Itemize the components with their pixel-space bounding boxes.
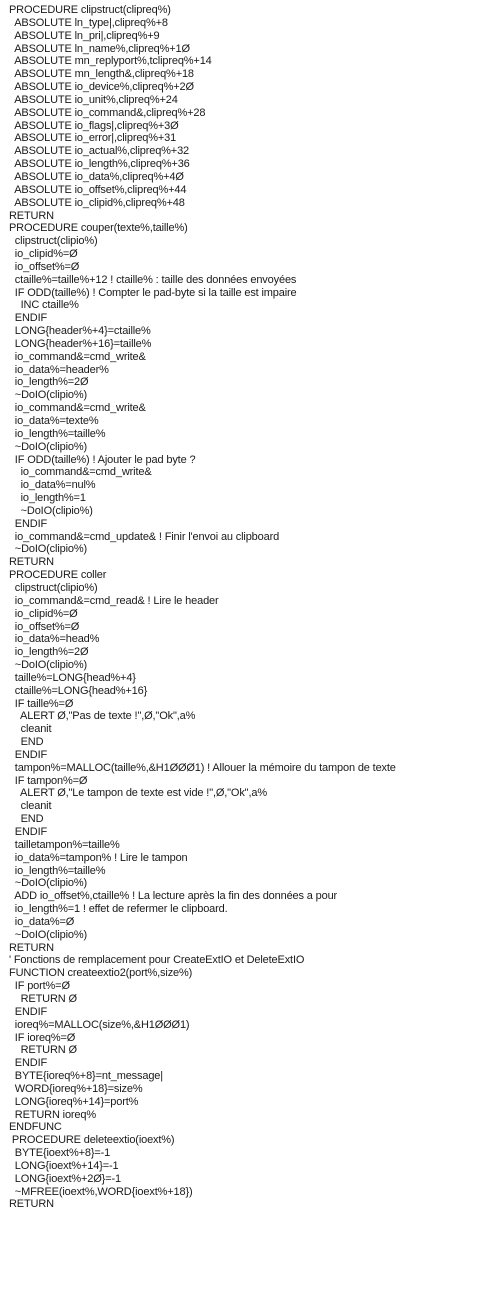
code-line: ABSOLUTE ln_type|,clipreq%+8 [9,16,168,29]
code-line: ENDFUNC [9,1121,62,1134]
code-line: END [9,736,44,749]
code-line: ioreq%=MALLOC(size%,&H1ØØØ1) [9,1018,190,1031]
code-line: taille%=LONG{head%+4} [9,671,136,684]
code-line: io_length%=taille% [9,427,106,440]
code-line: ABSOLUTE io_flags|,clipreq%+3Ø [9,119,179,132]
code-line: cleanit [9,723,52,736]
code-line: ~DoIO(clipio%) [9,504,93,517]
code-line: FUNCTION createextio2(port%,size%) [9,967,193,980]
code-line: ABSOLUTE io_length%,clipreq%+36 [9,158,190,171]
code-line: io_clipid%=Ø [9,248,78,261]
code-line: cleanit [9,800,52,813]
code-line: ABSOLUTE io_data%,clipreq%+4Ø [9,170,184,183]
code-line: clipstruct(clipio%) [9,235,98,248]
code-line: IF ODD(taille%) ! Ajouter le pad byte ? [9,453,196,466]
code-line: io_data%=texte% [9,415,99,427]
code-line: io_command&=cmd_update& ! Finir l'envoi au clipboard [9,530,280,543]
code-line: ABSOLUTE io_clipid%,clipreq%+48 [9,196,185,209]
code-line: RETURN Ø [9,992,77,1005]
code-line: ENDIF [9,748,48,761]
code-line: io_length%=2Ø [9,376,89,389]
code-line: LONG{ioext%+2Ø}=-1 [9,1172,121,1185]
code-line: clipstruct(clipio%) [9,581,98,594]
code-line: io_length%=2Ø [9,646,89,659]
code-line: IF taille%=Ø [9,697,74,710]
code-line: ABSOLUTE io_command&,clipreq%+28 [9,106,206,119]
code-line: RETURN [9,556,54,569]
code-line: io_data%=header% [9,363,109,376]
code-line: LONG{ioext%+14}=-1 [9,1159,119,1172]
code-line: ABSOLUTE io_error|,clipreq%+31 [9,132,177,145]
code-line: IF port%=Ø [9,980,70,993]
code-line: WORD{ioreq%+18}=size% [9,1082,143,1095]
code-line: io_data%=tampon% ! Lire le tampon [9,851,188,864]
code-line: ABSOLUTE io_unit%,clipreq%+24 [9,93,178,106]
code-line: io_data%=Ø [9,915,75,928]
code-line: RETURN [9,209,54,222]
code-line: ABSOLUTE io_offset%,clipreq%+44 [9,183,187,196]
code-line: ENDIF [9,826,48,838]
code-line: ~DoIO(clipio%) [9,659,87,672]
code-line: ~DoIO(clipio%) [9,877,87,890]
code-line: ABSOLUTE io_device%,clipreq%+2Ø [9,81,194,94]
code-line: io_command&=cmd_write& [9,350,146,363]
code-line: ABSOLUTE mn_replyport%,tclipreq%+14 [9,55,212,68]
code-line: BYTE{ioext%+8}=-1 [9,1147,111,1160]
code-line: io_length%=taille% [9,864,106,877]
code-line: io_offset%=Ø [9,260,80,273]
code-line: ABSOLUTE ln_name%,clipreq%+1Ø [9,42,190,55]
code-line: ' Fonctions de remplacement pour CreateExtIO et DeleteExtIO [9,954,305,967]
code-line: io_command&=cmd_read& ! Lire le header [9,594,219,607]
code-line: PROCEDURE couper(texte%,taille%) [9,222,188,235]
code-line: ABSOLUTE io_actual%,clipreq%+32 [9,145,190,158]
code-line: io_length%=1 ! effet de refermer le clipboard. [9,903,228,916]
code-line: PROCEDURE clipstruct(clipreq%) [9,4,171,16]
code-line: RETURN Ø [9,1044,77,1057]
code-line: io_offset%=Ø [9,620,80,633]
code-line: ~DoIO(clipio%) [9,543,87,556]
code-line: PROCEDURE coller [9,569,107,582]
code-line: ADD io_offset%,ctaille% ! La lecture après la fin des données a pour [9,890,338,903]
code-line: ALERT Ø,"Pas de texte !",Ø,"Ok",a% [9,710,196,723]
code-line: ctaille%=LONG{head%+16} [9,684,148,697]
code-line: PROCEDURE deleteextio(ioext%) [9,1134,175,1147]
code-line: ~MFREE(ioext%,WORD{ioext%+18}) [9,1185,193,1198]
code-line: LONG{ioreq%+14}=port% [9,1095,139,1108]
code-line: LONG{header%+4}=ctaille% [9,325,151,338]
code-line: ENDIF [9,1005,48,1018]
code-line: ~DoIO(clipio%) [9,440,87,453]
code-line: IF ioreq%=Ø [9,1031,76,1044]
code-line: io_data%=head% [9,633,100,646]
code-line: io_command&=cmd_write& [9,466,152,479]
code-line: INC ctaille% [9,299,79,312]
code-line: ~DoIO(clipio%) [9,389,87,402]
code-line: RETURN [9,941,54,954]
code-line: ctaille%=taille%+12 ! ctaille% : taille des données envoyées [9,273,297,286]
code-line: io_length%=1 [9,492,86,505]
code-line: ENDIF [9,1057,48,1070]
code-listing [9,4,499,1211]
code-line: RETURN [9,1198,54,1211]
code-line: BYTE{ioreq%+8}=nt_message| [9,1070,163,1083]
code-line: RETURN ioreq% [9,1108,96,1121]
code-line: END [9,813,44,826]
code-line: ABSOLUTE ln_pri|,clipreq%+9 [9,29,160,42]
code-line: ENDIF [9,312,48,325]
code-line: tampon%=MALLOC(taille%,&H1ØØØ1) ! Allouer la mémoire du tampon de texte [9,761,396,774]
code-line: IF tampon%=Ø [9,774,88,787]
code-line: ~DoIO(clipio%) [9,928,87,941]
code-line: ABSOLUTE mn_length&,clipreq%+18 [9,68,194,81]
code-line: IF ODD(taille%) ! Compter le pad-byte si la taille est impaire [9,286,297,299]
code-line: ENDIF [9,517,48,530]
code-line: io_clipid%=Ø [9,607,78,620]
code-line: io_data%=nul% [9,479,96,492]
code-line: io_command&=cmd_write& [9,402,146,415]
code-line: ALERT Ø,"Le tampon de texte est vide !",Ø,"Ok",a% [9,787,267,800]
code-line: tailletampon%=taille% [9,838,120,851]
code-line: LONG{header%+16}=taille% [9,337,152,350]
